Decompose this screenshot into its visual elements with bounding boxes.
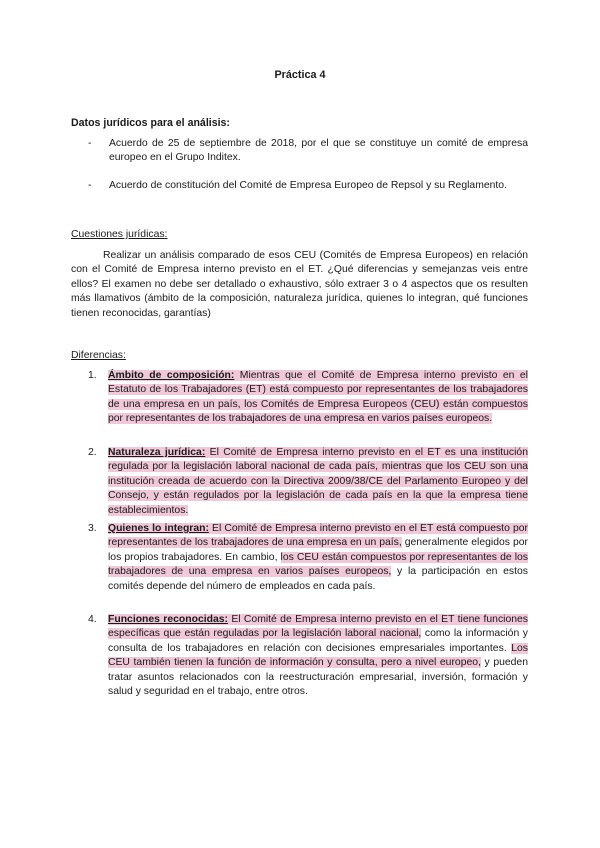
item-number: 1. [88, 370, 97, 381]
diferencia-item [88, 369, 528, 427]
datos-item [88, 179, 528, 193]
datos-item-text: Acuerdo de 25 de septiembre de 2018, por el que se constituye un comité de empresa europeo en el Grupo Inditex. [109, 138, 528, 164]
item-label: Quienes lo integran: [108, 523, 209, 534]
item-plain-text: y pueden tratar asuntos relacionados con la reestructuración empresarial, inversión, formación y salud y seguridad en el trabajo, entre otros. [108, 657, 528, 698]
item-text [108, 446, 528, 518]
datos-item-text: Acuerdo de constitución del Comité de Empresa Europeo de Repsol y su Reglamento. [109, 180, 507, 191]
item-number: 4. [88, 614, 97, 625]
item-highlighted-text: los CEU están compuestos por representantes de los trabajadores de una empresa en varios países europeos, [108, 551, 528, 578]
item-plain-text: generalmente elegidos por los propios trabajadores. En cambio, [108, 537, 528, 563]
bullet-dash: - [88, 180, 92, 191]
datos-heading: Datos jurídicos para el análisis: [71, 117, 230, 129]
cuestiones-text: Realizar un análisis comparado de esos CEU (Comités de Empresa Europeos) en relación con el Comité de Empresa interno previsto en el ET. ¿Qué diferencias y semejanzas veis entre ellos? El examen no debe ser detallado o exhaustivo, sólo extraer 3 o 4 aspectos que os resulten más llamativos (ámbito de la composición, naturaleza jurídica, quienes lo integran, qué funciones tienen reconocidas, garantías) [71, 250, 528, 319]
item-text [108, 522, 528, 594]
bullet-dash: - [88, 138, 92, 149]
page-title: Práctica 4 [274, 69, 326, 81]
item-label: Funciones reconocidas: [108, 614, 228, 625]
diferencia-item [88, 446, 528, 518]
diferencia-item [88, 522, 528, 594]
cuestiones-heading: Cuestiones jurídicas: [71, 229, 168, 240]
item-text [108, 613, 528, 699]
diferencias-heading: Diferencias: [71, 350, 126, 361]
item-highlighted-text: Mientras que el Comité de Empresa interno previsto en el Estatuto de los Trabajadores (ET) está compuesto por representantes de los trabajadores de una empresa en un país, los Comités de Empresa Europeos (CEU) están compuestos por representantes de los trabajadores de una empresa en varios países europeos. [108, 370, 528, 425]
item-highlighted-text: El Comité de Empresa interno previsto en el ET está compuesto por representantes de los trabajadores de una empresa en un país, [108, 523, 528, 549]
item-plain-text: como la información y consulta de los trabajadores en relación con decisiones empresariales importantes. [108, 628, 528, 654]
item-highlighted-text: El Comité de Empresa interno previsto en el ET es una institución regulada por la legislación laboral nacional de cada país, mientras que los CEU son una institución creada de acuerdo con la Directiva 2009/38/CE del Parlamento Europeo y del Consejo, y están regulados por la legislación de cada país en la que la empresa tiene establecimientos. [108, 447, 528, 516]
item-number: 2. [88, 447, 97, 458]
item-label: Naturaleza jurídica: [108, 447, 206, 458]
item-highlighted-text: El Comité de Empresa interno previsto en el ET tiene funciones específicas que están reguladas por la legislación laboral nacional, [108, 614, 528, 640]
item-label: Ámbito de composición: [108, 370, 235, 381]
diferencia-item [88, 613, 528, 699]
datos-item [88, 137, 528, 166]
item-plain-text: y la participación en estos comités depende del número de empleados en cada país. [108, 566, 528, 592]
item-number: 3. [88, 523, 97, 534]
item-text [108, 369, 528, 427]
item-highlighted-text: Los CEU también tienen la función de información y consulta, pero a nivel europeo, [108, 642, 528, 669]
